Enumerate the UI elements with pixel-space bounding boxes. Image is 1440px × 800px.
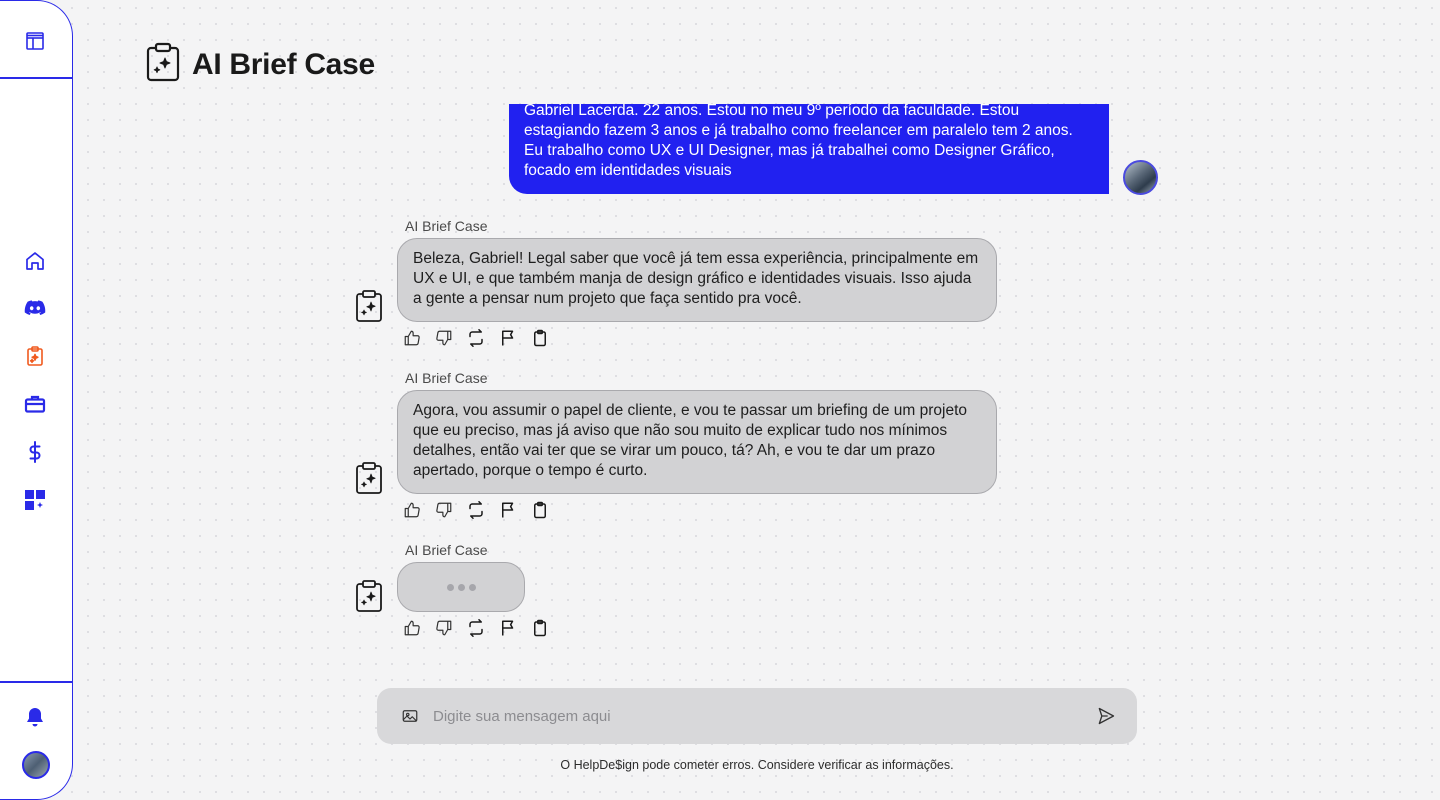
bot-sender-label: AI Brief Case xyxy=(405,542,488,558)
thumbs-down-icon[interactable] xyxy=(435,619,453,637)
brief-case-logo-icon xyxy=(146,42,180,87)
image-icon[interactable] xyxy=(401,707,419,725)
message-input[interactable] xyxy=(433,708,1095,725)
copy-icon[interactable] xyxy=(531,329,549,347)
message-actions xyxy=(403,501,549,519)
bell-icon[interactable] xyxy=(22,704,48,730)
page-header xyxy=(146,42,375,87)
regenerate-icon[interactable] xyxy=(467,619,485,637)
dollar-icon[interactable] xyxy=(22,439,48,465)
thumbs-up-icon[interactable] xyxy=(403,329,421,347)
brief-case-icon[interactable] xyxy=(22,343,48,369)
user-avatar xyxy=(1123,160,1158,195)
sidebar xyxy=(0,0,73,800)
flag-icon[interactable] xyxy=(499,329,517,347)
discord-icon[interactable] xyxy=(22,295,48,321)
bot-message-bubble xyxy=(397,390,997,494)
user-message-bubble xyxy=(509,104,1109,194)
layout-icon[interactable] xyxy=(22,28,48,54)
sidebar-divider-bottom xyxy=(0,681,72,683)
bot-avatar-icon xyxy=(355,461,383,495)
thumbs-up-icon[interactable] xyxy=(403,501,421,519)
typing-dot xyxy=(469,584,476,591)
flag-icon[interactable] xyxy=(499,501,517,519)
bot-avatar-icon xyxy=(355,579,383,613)
message-actions xyxy=(403,619,549,637)
copy-icon[interactable] xyxy=(531,619,549,637)
typing-indicator xyxy=(397,562,525,612)
avatar[interactable] xyxy=(22,751,50,779)
thumbs-down-icon[interactable] xyxy=(435,329,453,347)
regenerate-icon[interactable] xyxy=(467,329,485,347)
message-composer xyxy=(377,688,1137,744)
sidebar-divider-top xyxy=(0,77,72,79)
copy-icon[interactable] xyxy=(531,501,549,519)
dashboard-icon[interactable] xyxy=(22,487,48,513)
disclaimer-text: O HelpDe$ign pode cometer erros. Considere verificar as informações. xyxy=(560,758,954,772)
bot-avatar-icon xyxy=(355,289,383,323)
message-actions xyxy=(403,329,549,347)
home-icon[interactable] xyxy=(22,248,48,274)
flag-icon[interactable] xyxy=(499,619,517,637)
thumbs-down-icon[interactable] xyxy=(435,501,453,519)
thumbs-up-icon[interactable] xyxy=(403,619,421,637)
typing-dot xyxy=(458,584,465,591)
typing-dot xyxy=(447,584,454,591)
bot-message-text: Agora, vou assumir o papel de cliente, e vou te passar um briefing de um projeto que eu preciso, mas já aviso que não sou muito de explicar tudo nos mínimos detalhes, então vai ter que se virar um pouco, tá? Ah, e vou te dar um prazo apertado, porque o tempo é curto. xyxy=(413,402,968,479)
bot-message-text: Beleza, Gabriel! Legal saber que você já tem essa experiência, principalmente em UX e UI, e que também manja de design gráfico e identidades visuais. Isso ajuda a gente a pensar num projeto que faça sentido pra você. xyxy=(413,250,979,307)
page-title: AI Brief Case xyxy=(192,47,375,81)
send-icon[interactable] xyxy=(1095,705,1117,727)
regenerate-icon[interactable] xyxy=(467,501,485,519)
bot-sender-label: AI Brief Case xyxy=(405,218,488,234)
briefcase-icon[interactable] xyxy=(22,391,48,417)
bot-sender-label: AI Brief Case xyxy=(405,370,488,386)
bot-message-bubble xyxy=(397,238,997,322)
user-message-text: Gabriel Lacerda. 22 anos. Estou no meu 9º período da faculdade. Estou estagiando fazem 3 anos e já trabalho como freelancer em paralelo tem 2 anos. Eu trabalho como UX e UI Designer, mas já trabalhei como Designer Gráfico, focado em identidades visuais xyxy=(524,104,1073,179)
